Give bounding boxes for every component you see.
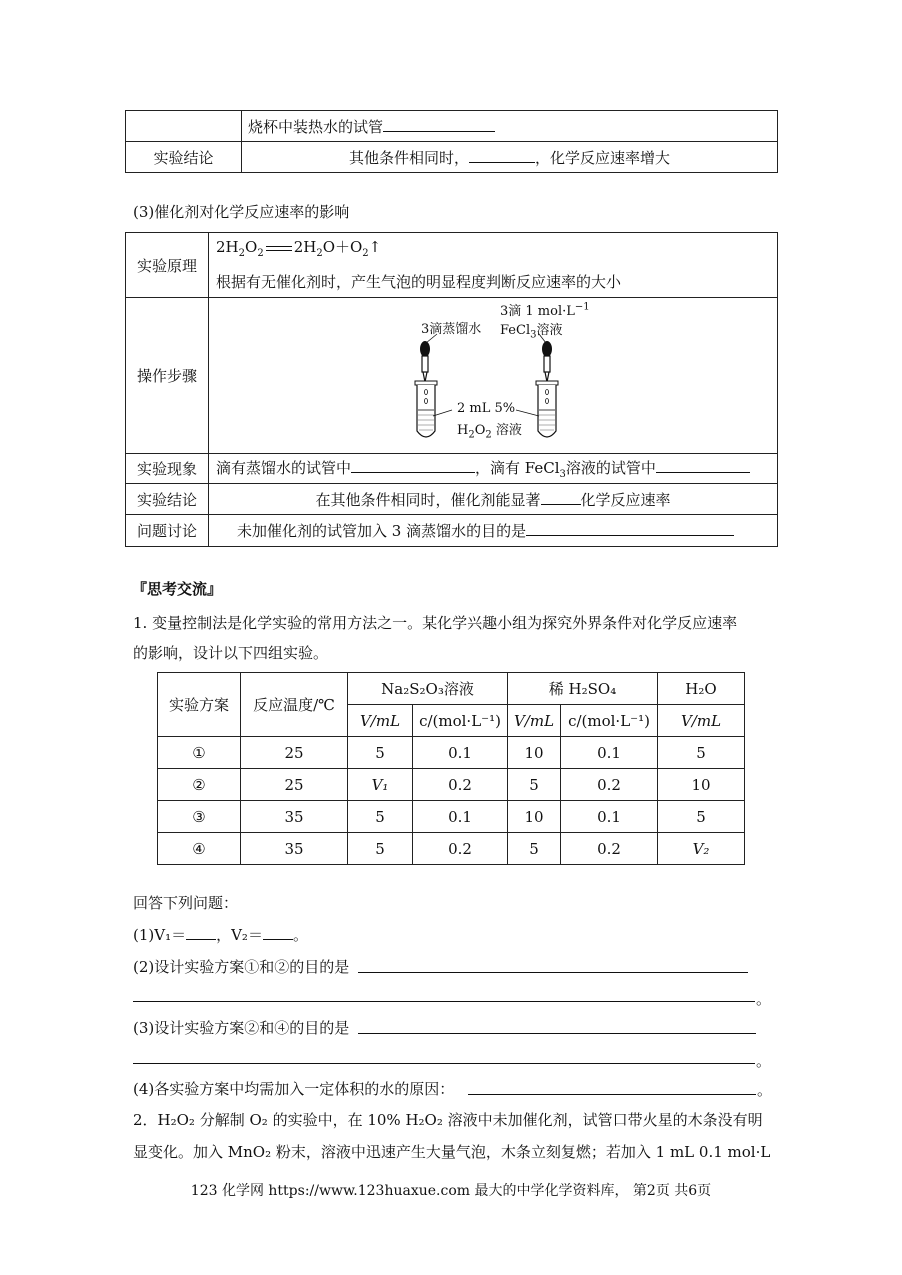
- answer-blank: [656, 457, 750, 473]
- principle-text: 根据有无催化剂时，产生气泡的明显程度判断反应速率的大小: [216, 273, 622, 291]
- header-h2so4: 稀 H₂SO₄: [508, 673, 658, 705]
- conclusion-label: 实验结论: [126, 142, 242, 173]
- discussion-text: 未加催化剂的试管加入 3 滴蒸馏水的目的是: [237, 522, 527, 540]
- header-h2o: H₂O: [658, 673, 745, 705]
- h2o2-label-line1: 2 mL 5%: [457, 401, 516, 416]
- reaction-equation: $2H_2O_2$ $2H_2O+O_2↑$: [216, 238, 382, 259]
- temperature-table: [125, 110, 778, 173]
- subheader-volume: V/mL: [348, 705, 413, 737]
- answer-blank: [469, 147, 535, 163]
- dropper-icon: [420, 341, 430, 382]
- subheader-volume: V/mL: [658, 705, 745, 737]
- answer-intro: 回答下列问题：: [133, 894, 239, 912]
- test-tube-icon: [415, 381, 437, 437]
- answer-line: [358, 1033, 756, 1034]
- question-1-line2: 的影响，设计以下四组实验。: [133, 644, 329, 662]
- conclusion-text-b: ，化学反应速率增大: [535, 148, 671, 167]
- table-row: ④ 35 5 0.2 5 0.2 V₂: [158, 833, 745, 865]
- table-row: ③ 35 5 0.1 10 0.1 5: [158, 801, 745, 833]
- question-2-line2: 显变化。加入 MnO₂ 粉末，溶液中迅速产生大量气泡，木条立刻复燃；若加入 1 mL 0.1 mol·L: [133, 1143, 771, 1161]
- answer-blank: [186, 924, 216, 940]
- subheader-concentration: c/(mol·L⁻¹): [561, 705, 658, 737]
- question-3-purpose: (3)设计实验方案②和④的目的是: [133, 1019, 350, 1037]
- question-1a: (1)V₁＝ ，V₂＝ 。: [133, 926, 308, 944]
- answer-blank: [383, 116, 495, 132]
- catalyst-table: 实验原理 $2H_2O_2$ $2H_2O+O_2↑$ 根据有无催化剂时，产生气泡的明显程度判断反应速率的大小 操作步骤 3滴蒸馏水 3滴 1 $mol\cdot L^{-1}$ FeCl$_3$溶液 2 mL 5% $H_2O_2$ 溶液 实验现象 滴有蒸馏水的试管中 ，滴有 FeCl$_3$溶液的试管中 实验结论 在其他条件相同时，催化剂能显著 化学反应速率 问题讨论 未加催化剂的试管加入 3 滴蒸馏水的目的是: [125, 232, 778, 547]
- principle-label: 实验原理: [126, 233, 209, 298]
- phenomenon-text-b: ，滴有 FeCl: [475, 459, 560, 477]
- experiment-diagram: [209, 298, 778, 454]
- test-tube-icon: [536, 381, 558, 437]
- fecl3-label-line1: 3滴 1 $mol\cdot L^{-1}$: [500, 301, 590, 319]
- experiment-design-table: [157, 672, 745, 865]
- period: 。: [757, 1081, 773, 1099]
- think-exchange-title: 『思考交流』: [132, 580, 223, 598]
- question-2-purpose: (2)设计实验方案①和②的目的是: [133, 958, 350, 976]
- header-plan: 实验方案: [158, 673, 241, 737]
- conclusion-text-a: 在其他条件相同时，催化剂能显著: [315, 490, 541, 509]
- page-footer: 123 化学网 https://www.123huaxue.com 最大的中学化学资料库， 第2页 共6页: [190, 1183, 712, 1199]
- conclusion-label-2: 实验结论: [126, 484, 209, 515]
- fecl3-label-line2: FeCl$_3$溶液: [500, 323, 563, 341]
- question-4-reason: (4)各实验方案中均需加入一定体积的水的原因：: [133, 1080, 455, 1098]
- dropper-icon: [542, 341, 552, 382]
- h2o2-label-line2: $H_2O_2$ 溶液: [457, 423, 522, 441]
- phenomenon-label: 实验现象: [126, 454, 209, 484]
- table-row: ① 25 5 0.1 10 0.1 5: [158, 737, 745, 769]
- answer-line: [468, 1094, 756, 1095]
- question-2-line1: 2．H₂O₂ 分解制 O₂ 的实验中，在 10% H₂O₂ 溶液中未加催化剂，试管口带火星的木条没有明: [133, 1111, 763, 1129]
- table-row: ② 25 V₁ 0.2 5 0.2 10: [158, 769, 745, 801]
- row1-text: 烧杯中装热水的试管: [248, 117, 384, 136]
- subheader-concentration: c/(mol·L⁻¹): [413, 705, 508, 737]
- conclusion-text-b: 化学反应速率: [580, 490, 671, 509]
- answer-line: [133, 1063, 755, 1064]
- subheader-volume: V/mL: [508, 705, 561, 737]
- section-3-title: (3)催化剂对化学反应速率的影响: [133, 203, 350, 221]
- phenomenon-text-a: 滴有蒸馏水的试管中: [216, 459, 352, 477]
- conclusion-text-a: 其他条件相同时，: [348, 148, 469, 167]
- period: 。: [756, 1052, 772, 1070]
- steps-label: 操作步骤: [126, 298, 209, 454]
- answer-blank: [526, 520, 734, 536]
- answer-blank: [263, 924, 293, 940]
- question-1-line1: 1. 变量控制法是化学实验的常用方法之一。某化学兴趣小组为探究外界条件对化学反应速率: [133, 614, 738, 632]
- discussion-label: 问题讨论: [126, 515, 209, 547]
- answer-blank: [541, 489, 581, 505]
- phenomenon-text-c: 溶液的试管中: [565, 459, 656, 477]
- header-temperature: 反应温度/℃: [241, 673, 348, 737]
- header-na2s2o3: Na₂S₂O₃溶液: [348, 673, 508, 705]
- distilled-water-label: 3滴蒸馏水: [421, 322, 482, 337]
- answer-line: [133, 1001, 755, 1002]
- answer-blank: [351, 457, 475, 473]
- period: 。: [756, 990, 772, 1008]
- answer-line: [358, 972, 748, 973]
